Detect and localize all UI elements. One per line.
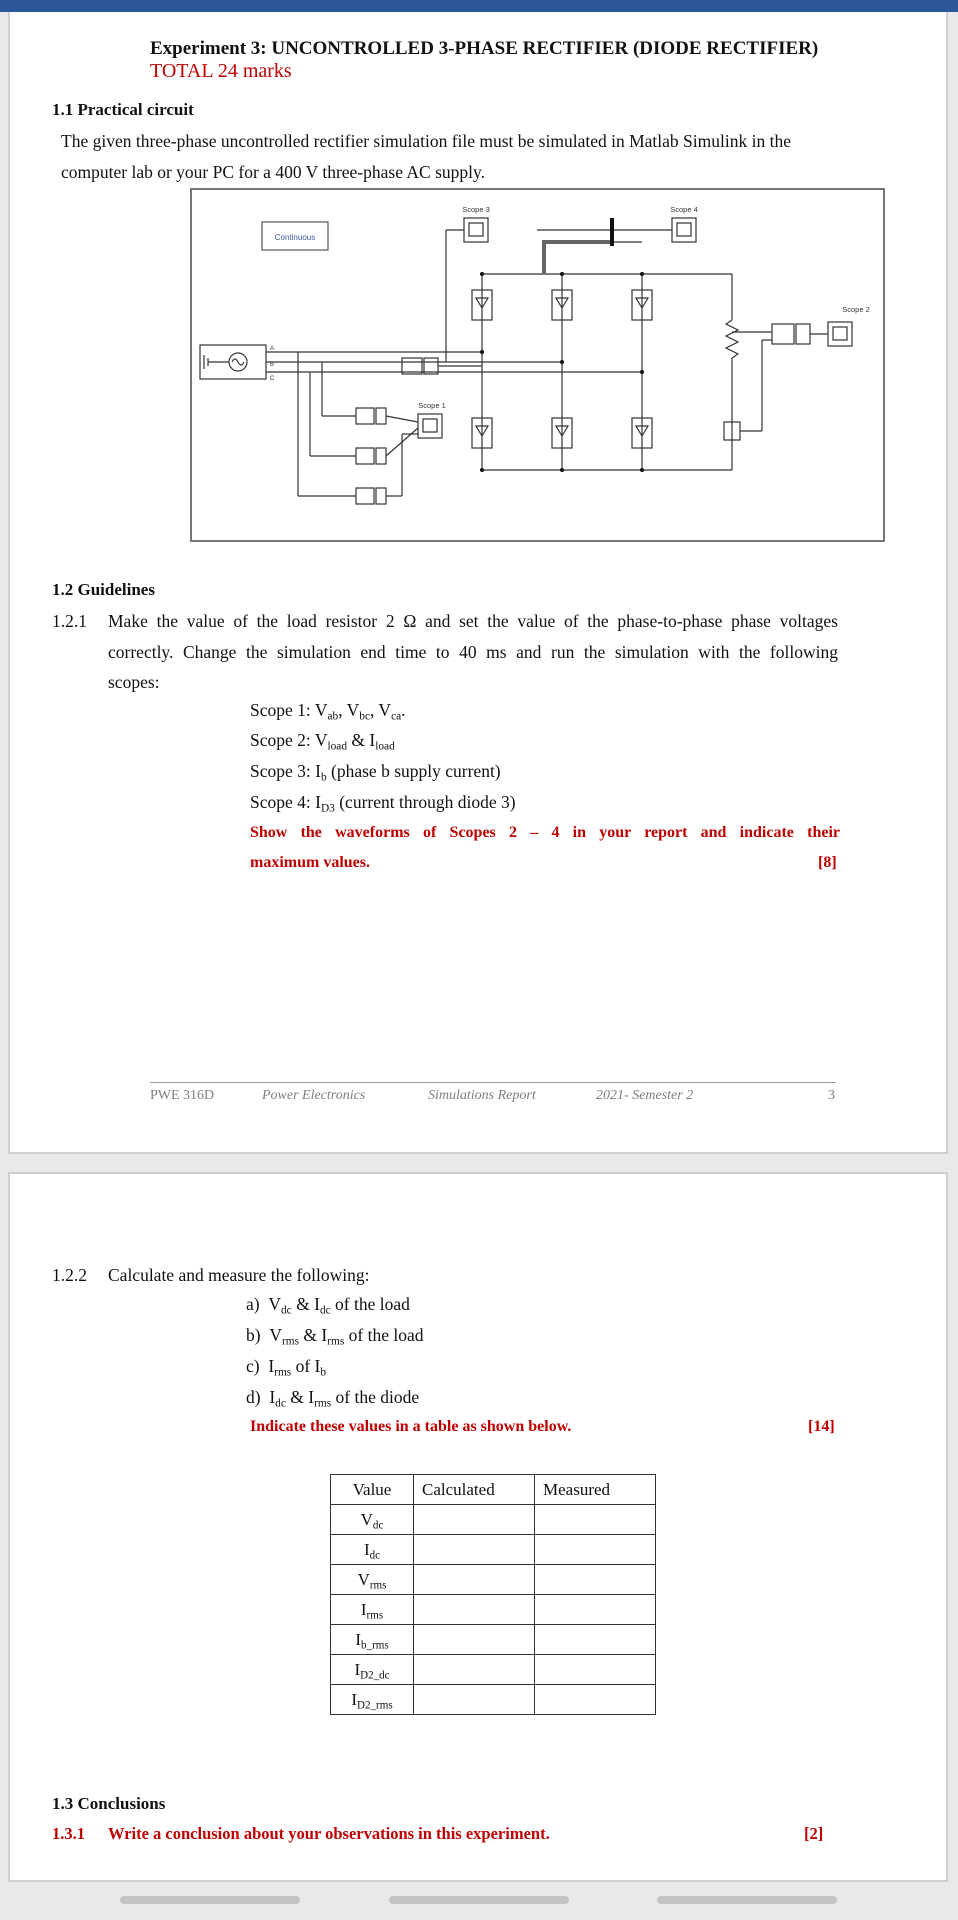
measured-cell[interactable] (535, 1685, 656, 1715)
footer-report: Simulations Report (428, 1088, 536, 1103)
continuous-label: Continuous (274, 233, 316, 242)
table-row (331, 1505, 656, 1535)
window-top-bar (0, 0, 958, 12)
calculated-cell[interactable] (414, 1625, 535, 1655)
row-label: $V_{rms}$ (331, 1565, 414, 1595)
document-page-1 (8, 12, 948, 1154)
list-item-a: a) $V_{dc}$ & $I_{dc}$ of the load (246, 1294, 410, 1317)
row-label: $I_{D2\_dc}$ (331, 1655, 414, 1685)
scroll-indicator-middle[interactable] (389, 1896, 569, 1904)
header-measured: Measured (535, 1475, 656, 1505)
phase-b-label: B (270, 362, 275, 368)
row-label: $I_{rms}$ (331, 1595, 414, 1625)
table-row (331, 1685, 656, 1715)
item-1-2-2-number: 1.2.2 (52, 1265, 87, 1285)
practical-circuit-text-line2: computer lab or your PC for a 400 V three-phase AC supply. (61, 162, 485, 182)
measured-cell[interactable] (535, 1625, 656, 1655)
table-row (331, 1535, 656, 1565)
scope-2-description: Scope 2: $V_{load}$ & $I_{load}$ (250, 730, 395, 753)
scopes-instruction-marks: [8] (818, 854, 837, 871)
header-calculated: Calculated (414, 1475, 535, 1505)
row-label: $V_{dc}$ (331, 1505, 414, 1535)
item-1-3-1-marks: [2] (804, 1824, 824, 1843)
practical-circuit-text-line1: The given three-phase uncontrolled rectifier simulation file must be simulated in Matlab Simulink in the (61, 131, 791, 151)
item-1-2-2-text: Calculate and measure the following: (108, 1265, 370, 1285)
values-table (330, 1474, 656, 1715)
list-item-b: b) $V_{rms}$ & $I_{rms}$ of the load (246, 1325, 424, 1348)
footer-divider (150, 1082, 836, 1083)
header-value: Value (331, 1475, 414, 1505)
list-item-d: d) $I_{dc}$ & $I_{rms}$ of the diode (246, 1387, 420, 1410)
measured-cell[interactable] (535, 1565, 656, 1595)
item-1-3-1-text: Write a conclusion about your observations in this experiment. (108, 1824, 550, 1843)
scopes-instruction-line2: maximum values. (250, 854, 370, 871)
scope-1-label: Scope 1 (418, 401, 446, 410)
scope-4-label: Scope 4 (670, 205, 698, 214)
section-heading-1-2: 1.2 Guidelines (52, 580, 155, 599)
simulink-circuit-diagram (190, 188, 885, 542)
calculated-cell[interactable] (414, 1595, 535, 1625)
row-label: $I_{dc}$ (331, 1535, 414, 1565)
footer-subject: Power Electronics (262, 1088, 366, 1103)
footer-course-code: PWE 316D (150, 1088, 215, 1103)
footer-page-number: 3 (828, 1088, 835, 1103)
scope-2-label: Scope 2 (842, 305, 870, 314)
table-row (331, 1625, 656, 1655)
scopes-instruction-line1: Show the waveforms of Scopes 2 – 4 in your report and indicate their (250, 824, 840, 841)
table-row (331, 1565, 656, 1595)
row-label: $I_{D2\_rms}$ (331, 1685, 414, 1715)
table-row (331, 1655, 656, 1685)
table-header-row (331, 1475, 656, 1505)
scroll-indicator-right[interactable] (657, 1896, 837, 1904)
calculated-cell[interactable] (414, 1535, 535, 1565)
item-1-2-1-line1: Make the value of the load resistor 2 Ω and set the value of the phase-to-phase phase voltages (108, 611, 838, 631)
calculated-cell[interactable] (414, 1685, 535, 1715)
item-1-2-1-line3: scopes: (108, 672, 160, 692)
item-1-3-1-number: 1.3.1 (52, 1824, 85, 1843)
scope-1-description: Scope 1: $V_{ab}$, $V_{bc}$, $V_{ca}$. (250, 700, 406, 723)
row-label: $I_{b\_rms}$ (331, 1625, 414, 1655)
section-heading-1-3: 1.3 Conclusions (52, 1794, 166, 1813)
table-row (331, 1595, 656, 1625)
measured-cell[interactable] (535, 1595, 656, 1625)
total-marks: TOTAL 24 marks (150, 60, 292, 82)
scope-3-label: Scope 3 (462, 205, 490, 214)
measured-cell[interactable] (535, 1655, 656, 1685)
calculated-cell[interactable] (414, 1505, 535, 1535)
item-1-2-1-line2: correctly. Change the simulation end time to 40 ms and run the simulation with the following (108, 642, 838, 662)
phase-a-label: A (270, 346, 275, 352)
experiment-title: Experiment 3: UNCONTROLLED 3-PHASE RECTIFIER (DIODE RECTIFIER) (150, 38, 819, 59)
footer-semester: 2021- Semester 2 (596, 1088, 694, 1103)
measured-cell[interactable] (535, 1535, 656, 1565)
measured-cell[interactable] (535, 1505, 656, 1535)
circuit-schematic (192, 190, 883, 540)
phase-c-label: C (270, 376, 275, 382)
list-item-c: c) $I_{rms}$ of $I_b$ (246, 1356, 327, 1379)
calculated-cell[interactable] (414, 1655, 535, 1685)
scope-3-description: Scope 3: $I_b$ (phase b supply current) (250, 761, 501, 784)
table-instruction-marks: [14] (808, 1418, 835, 1435)
document-page-2 (8, 1172, 948, 1882)
scope-4-description: Scope 4: $I_{D3}$ (current through diode 3) (250, 792, 516, 815)
table-instruction: Indicate these values in a table as shown below. (250, 1418, 572, 1435)
item-1-2-1-number: 1.2.1 (52, 611, 87, 631)
calculated-cell[interactable] (414, 1565, 535, 1595)
scroll-indicator-left[interactable] (120, 1896, 300, 1904)
section-heading-1-1: 1.1 Practical circuit (52, 100, 194, 119)
